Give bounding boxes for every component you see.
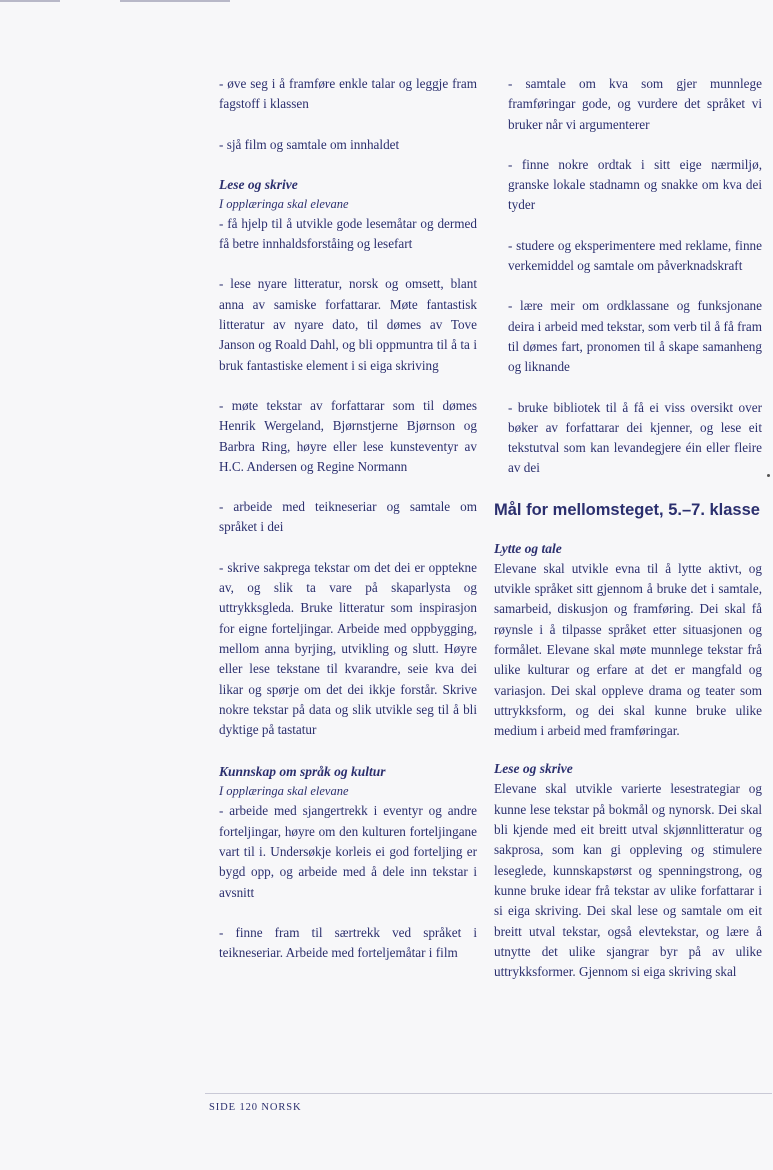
top-edge-mark	[120, 0, 230, 2]
bullet-item: - studere og eksperimentere med reklame, finne verkemiddel og samtale om påverknadskraft	[508, 237, 762, 274]
footer-rule	[205, 1093, 772, 1094]
kunnskap-section	[205, 762, 477, 801]
section-heading: Lytte og tale	[494, 540, 562, 556]
body-paragraph: Elevane skal utvikle varierte lesestrategiar og kunne lese tekstar på bokmål og nynorsk. Dei skal bli kjende med eit breitt utval skjønnlitteratur og sakprosa, som kan gi oppleving og stimulere leseglede, kunnskapstørst og spenningstrong, og kunne bruke idear frå tekstar av ulike forfattarar i si eiga skriving. Dei skal lese og samtale om eit breitt utval tekstar, også elevtekstar, og lære å utnytte det ulike sjangrar byr på av ulike uttrykksformer. Gjennom si eiga skriving skal	[494, 781, 762, 980]
page-footer: SIDE 120 NORSK	[209, 1102, 302, 1113]
bullet-item: - finne fram til særtrekk ved språket i teikneseriar. Arbeide med forteljemåtar i film	[219, 924, 477, 961]
bullet-item: - arbeide med teikneseriar og samtale om språket i dei	[219, 499, 477, 535]
bullet-item: - lese nyare litteratur, norsk og omsett, blant anna av samiske forfattarar. Møte fantastisk litteratur av nyare dato, til dømes av Tove Janson og Roald Dahl, og bli oppmuntra til å ta i bruk fantastiske element i si eiga skriving	[219, 276, 477, 373]
margin-mark	[767, 474, 770, 477]
bullet-item: - få hjelp til å utvikle gode lesemåtar og dermed få betre innhaldsforståing og lesefart	[219, 215, 477, 252]
lese-og-skrive-section	[205, 175, 477, 214]
bullet-item: - skrive sakprega tekstar om det dei er opptekne av, og slik ta vare på skaparlysta og uttrykksgleda. Bruke litteratur som inspirasjon for eigne forteljingar. Arbeide med oppbygging, mellom anna byrjing, utvikling og slutt. Høyre eller lese tekstane til kvarandre, seie kva dei likar og spørje om det dei ikkje forstår. Skrive nokre tekstar på data og slik utvikle seg til å bli dyktige på tastatur	[219, 559, 477, 738]
section-heading: Lese og skrive	[494, 761, 573, 777]
bullet-item: - bruke bibliotek til å få ei viss oversikt over bøker av forfattarar dei kjenner, og lese eit tekstutval som kan levandegjere éin eller fleire av dei	[508, 399, 762, 476]
bullet-item: - øve seg i å framføre enkle talar og leggje fram fagstoff i klassen	[219, 76, 477, 112]
section-heading: Kunnskap om språk og kultur	[219, 764, 386, 780]
bullet-item: - lære meir om ordklassane og funksjonane deira i arbeid med tekstar, som verb til å få fram til dømes fart, pronomen til å skape samanheng og liknande	[508, 298, 762, 375]
goals-title: Mål for mellomsteget, 5.–7. klasse	[494, 500, 760, 519]
bullet-item: - finne nokre ordtak i sitt eige nærmiljø, granske lokale stadnamn og snakke om kva dei tyder	[508, 156, 762, 213]
bullet-item: - møte tekstar av forfattarar som til dømes Henrik Wergeland, Bjørnstjerne Bjørnson og Barbra Ring, høyre eller lese kunsteventyr av H.C. Andersen og Regine Normann	[219, 397, 477, 474]
left-column	[205, 74, 477, 984]
bullet-item: - sjå film og samtale om innhaldet	[219, 136, 400, 152]
body-paragraph: Elevane skal utvikle evna til å lytte aktivt, og utvikle språket sitt gjennom å bruke det i samtale, samarbeid, diskusjon og framføring. Dei skal få røynsle i å tilpasse språket etter situasjonen og formålet. Elevane skal møte munnlege tekstar frå ulike kulturar og erfare at det er mangfald og variasjon. Dei skal oppleve drama og teater som uttrykksform, og dei skal kunne bruke ulike medium i arbeid med framføringar.	[494, 560, 762, 739]
bullet-item: - arbeide med sjangertrekk i eventyr og andre forteljingar, høyre om den kulturen forteljingane vart til i. Undersøkje korleis ei god forteljing er bygd opp, og arbeide med å dele inn tekstar i avsnitt	[219, 803, 477, 900]
section-subheading: I opplæringa skal elevane	[219, 196, 349, 211]
section-heading: Lese og skrive	[219, 176, 298, 192]
right-column	[494, 74, 762, 982]
top-edge-mark	[0, 0, 60, 2]
section-subheading: I opplæringa skal elevane	[219, 784, 349, 799]
bullet-item: - samtale om kva som gjer munnlege framføringar gode, og vurdere det språket vi bruker når vi argumenterer	[508, 76, 762, 132]
